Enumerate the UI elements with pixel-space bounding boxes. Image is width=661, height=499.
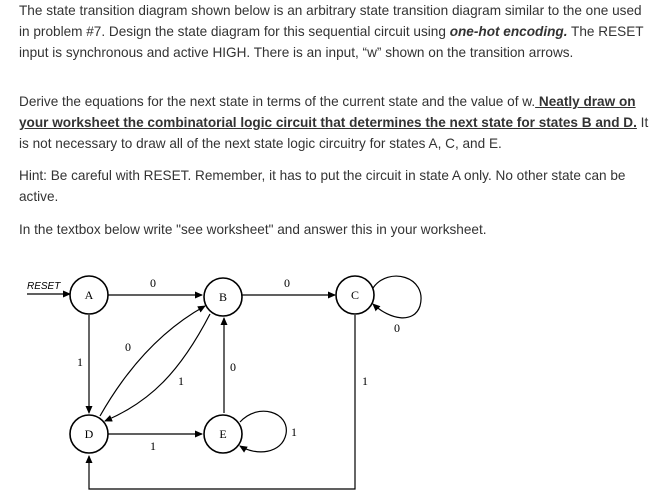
state-b-label: B [218,290,228,304]
instructions-text-1: Derive the equations for the next state in terms of the current state and the value of w. [19,94,536,109]
instructions-emphasis: Neatly draw on your worksheet the combinatorial logic circuit that determines the next state for states B and D. [19,94,637,130]
state-a-label: A [84,288,94,302]
state-b [204,278,242,316]
label-c-self: 0 [394,321,400,335]
state-d [70,415,108,453]
state-e-label: E [219,427,227,441]
edge-d-to-b [100,306,205,416]
label-c-to-d: 1 [362,374,368,388]
label-a-to-b: 0 [150,276,156,290]
label-d-to-e: 1 [150,439,156,453]
intro-text-2: The RESET input is synchronous and active HIGH. There is an input, “w” shown on the transition arrows. [19,24,644,60]
edge-c-self [373,276,421,318]
label-b-to-c: 0 [284,276,290,290]
edge-e-self [240,411,286,452]
paragraph-intro [19,0,651,63]
label-e-to-b: 0 [230,360,236,374]
state-e [204,415,242,453]
state-d-label: D [84,427,94,441]
paragraph-instructions [19,91,651,154]
state-a [70,276,108,314]
question-text [19,0,651,237]
label-e-self: 1 [291,425,297,439]
label-a-to-d: 1 [77,355,83,369]
state-transition-diagram [0,262,661,499]
intro-text-1: The state transition diagram shown below is an arbitrary state transition diagram similar to the one used in problem #7. Design the state diagram for this sequential circuit using [19,3,642,39]
state-c [336,276,374,314]
intro-emphasis: one-hot encoding. [449,24,568,39]
reset-label: RESET [27,281,61,292]
label-b-to-d: 1 [178,374,184,388]
instructions-text-2: It is not necessary to draw all of the next state logic circuitry for states A, C, and E. [19,115,649,151]
paragraph-hint: Hint: Be careful with RESET. Remember, it has to put the circuit in state A only. No other state can be active. [19,168,626,204]
edge-b-to-d [105,314,210,421]
state-c-label: C [350,288,360,302]
paragraph-answer-note: In the textbox below write "see worksheet" and answer this in your worksheet. [19,222,487,237]
label-d-to-b: 0 [125,340,131,354]
